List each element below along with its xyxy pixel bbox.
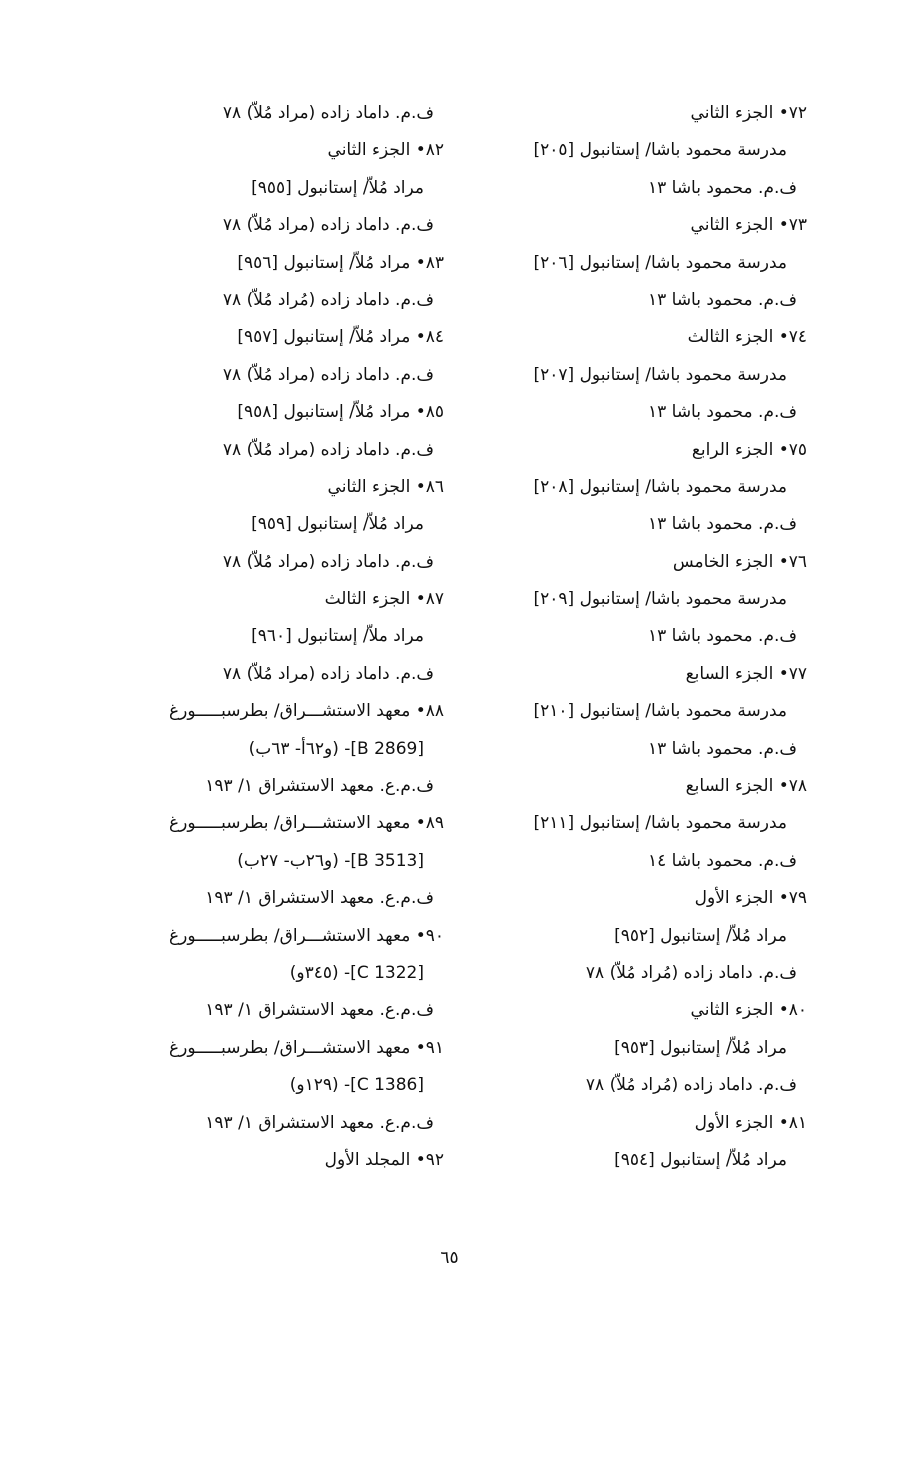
- right-column-line: مراد مُلاّ/ إستانبول [٩٥٤]: [614, 1149, 787, 1170]
- right-column-line: مدرسة محمود باشا/ إستانبول [٢٠٥]: [533, 140, 787, 161]
- left-column-line: ف.م. داماد زاده (مراد مُلاّ) ٧٨: [222, 364, 434, 385]
- right-column-line: ٨٠• الجزء الثاني: [690, 1000, 807, 1021]
- left-column-line: ف.م. داماد زاده (مراد مُلاّ) ٧٨: [222, 663, 434, 684]
- right-column-line: مراد مُلاّ/ إستانبول [٩٥٢]: [614, 925, 787, 946]
- right-column-line: ٧٣• الجزء الثاني: [690, 215, 807, 236]
- right-column-line: ٧٦• الجزء الخامس: [672, 551, 807, 572]
- right-column-line: ف.م. داماد زاده (مُراد مُلاّ) ٧٨: [585, 1075, 797, 1096]
- right-column-line: ف.م. داماد زاده (مُراد مُلاّ) ٧٨: [585, 962, 797, 983]
- right-column-line: ٧٨• الجزء السابع: [685, 776, 807, 797]
- left-column-line: ف.م. داماد زاده (مراد مُلاّ) ٧٨: [222, 103, 434, 123]
- right-column-line: ف.م. محمود باشا ١٣: [647, 738, 797, 759]
- right-column-line: مدرسة محمود باشا/ إستانبول [٢٠٩]: [533, 589, 787, 610]
- right-column-line: مدرسة محمود باشا/ إستانبول [٢١٠]: [533, 701, 787, 722]
- right-column-line: ٧٧• الجزء السابع: [685, 663, 807, 684]
- right-column-line: ف.م. محمود باشا ١٣: [647, 402, 797, 423]
- left-column-line: ف.م.ع. معهد الاستشراق ١/ ١٩٣: [205, 1000, 434, 1021]
- right-column-line: مدرسة محمود باشا/ إستانبول [٢٠٦]: [533, 252, 787, 273]
- left-column-line: ف.م.ع. معهد الاستشراق ١/ ١٩٣: [205, 888, 434, 909]
- page-number: ٦٥: [440, 1248, 459, 1268]
- left-column-line: ٨٢• الجزء الثاني: [327, 140, 444, 161]
- right-column: [447, 95, 807, 1179]
- left-column-line: مراد مُلاّ/ إستانبول [٩٥٩]: [251, 514, 424, 535]
- right-column-line: ٧٩• الجزء الأول: [694, 888, 807, 909]
- left-column-line: ٨٤• مراد مُلاّ/ إستانبول [٩٥٧]: [237, 327, 444, 348]
- right-column-line: ف.م. محمود باشا ١٣: [647, 177, 797, 198]
- left-column-line: [C 1386]- (١٢٩و): [289, 1075, 424, 1096]
- right-column-line: ف.م. محمود باشا ١٤: [647, 850, 797, 871]
- right-column-line: ف.م. محمود باشا ١٣: [647, 289, 797, 310]
- left-column-line: ٨٥• مراد مُلاّ/ إستانبول [٩٥٨]: [237, 402, 444, 423]
- left-column-line: ٨٩• معهد الاستشـــراق/ بطرسبـــــورغ: [169, 813, 444, 834]
- left-column-line: [B 2869]- (و٦٢أ- ٦٣ب): [248, 738, 424, 759]
- left-column-line: [B 3513]- (و٢٦ب- ٢٧ب): [237, 850, 424, 871]
- right-column-line: ٨١• الجزء الأول: [694, 1112, 807, 1133]
- left-column-line: ٩١• معهد الاستشـــراق/ بطرسبـــــورغ: [169, 1037, 444, 1058]
- right-column-line: ٧٢• الجزء الثاني: [690, 103, 807, 123]
- left-column-line: [C 1322]- (٣٤٥و): [289, 962, 424, 983]
- left-column-line: ٨٧• الجزء الثالث: [324, 589, 444, 610]
- right-column-line: مدرسة محمود باشا/ إستانبول [٢٠٧]: [533, 364, 787, 385]
- right-column-line: مدرسة محمود باشا/ إستانبول [٢٠٨]: [533, 476, 787, 497]
- right-column-line: ف.م. محمود باشا ١٣: [647, 626, 797, 647]
- left-column: [84, 95, 444, 1179]
- left-column-line: ف.م. داماد زاده (مراد مُلاّ) ٧٨: [222, 215, 434, 236]
- left-column-line: ف.م.ع. معهد الاستشراق ١/ ١٩٣: [205, 776, 434, 797]
- left-column-line: ف.م.ع. معهد الاستشراق ١/ ١٩٣: [205, 1112, 434, 1133]
- right-column-line: ٧٥• الجزء الرابع: [691, 439, 807, 460]
- left-column-line: ٨٦• الجزء الثاني: [327, 476, 444, 497]
- right-column-line: مراد مُلاّ/ إستانبول [٩٥٣]: [614, 1037, 787, 1058]
- left-column-line: مراد ملاّ/ إستانبول [٩٦٠]: [251, 626, 424, 647]
- left-column-line: ف.م. داماد زاده (مراد مُلاّ) ٧٨: [222, 439, 434, 460]
- left-column-line: ف.م. داماد زاده (مُراد مُلاّ) ٧٨: [222, 289, 434, 310]
- left-column-line: ف.م. داماد زاده (مراد مُلاّ) ٧٨: [222, 551, 434, 572]
- left-column-line: ٩٠• معهد الاستشـــراق/ بطرسبـــــورغ: [169, 925, 444, 946]
- right-column-line: ف.م. محمود باشا ١٣: [647, 514, 797, 535]
- left-column-line: ٩٢• المجلد الأول: [324, 1149, 444, 1170]
- right-column-line: مدرسة محمود باشا/ إستانبول [٢١١]: [533, 813, 787, 834]
- left-column-line: مراد مُلاّ/ إستانبول [٩٥٥]: [251, 177, 424, 198]
- right-column-line: ٧٤• الجزء الثالث: [687, 327, 807, 348]
- left-column-line: ٨٣• مراد مُلاّ/ إستانبول [٩٥٦]: [237, 252, 444, 273]
- left-column-line: ٨٨• معهد الاستشـــراق/ بطرسبـــــورغ: [169, 701, 444, 722]
